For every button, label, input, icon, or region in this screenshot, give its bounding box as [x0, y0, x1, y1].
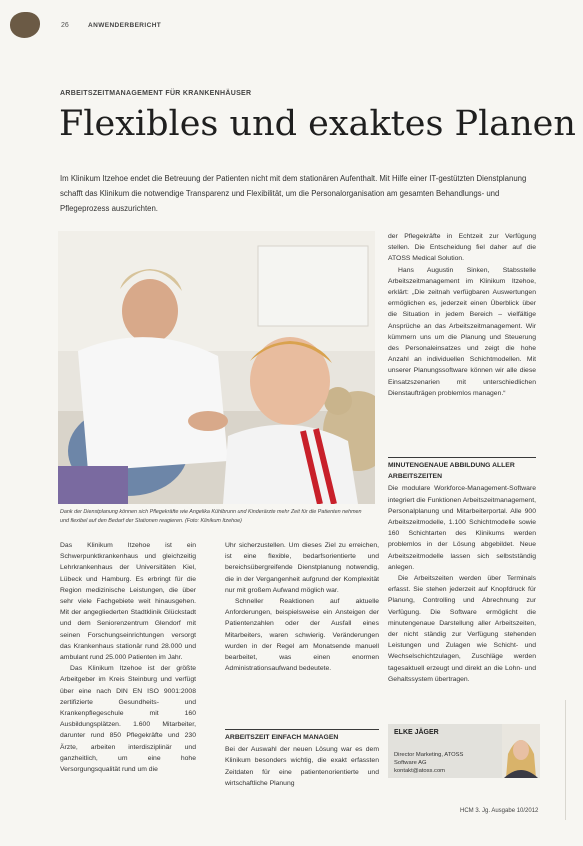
body-paragraph: Schneller Reaktionen auf aktuelle Anforderungen, beispielsweise ein Ansteigen der Patientenzahlen oder der Ausfall eines Mitarbeiters, waren schwierig. Veränderungen wurden in der Regel am Monatsende manuell bearbeitet, was einen enormen Administrationsaufwand bedeutete. [225, 598, 379, 673]
heading-rule [225, 729, 379, 730]
author-portrait [502, 724, 540, 778]
section-heading: MINUTENGENAUE ABBILDUNG ALLER ARBEITSZEITEN [388, 462, 515, 481]
body-paragraph: der Pflegekräfte in Echtzeit zur Verfügung stellen. Die Entscheidung fiel daher auf die ATOSS Medical Solution. [388, 233, 536, 263]
author-name: ELKE JÄGER [394, 729, 439, 736]
body-paragraph: Bei der Auswahl der neuen Lösung war es dem Klinikum besonders wichtig, die exakt erfassten Zeitdaten für eine patientenorientierte und wirtschaftliche Planung [225, 746, 379, 787]
body-paragraph: Die Arbeitszeiten werden über Terminals erfasst. Sie stehen jederzeit auf Knopfdruck für Planung, Controlling und Abrechnung zur Verfügung. Die Software ermöglicht die minutengenaue Darstellung aller Arbeitszeiten, der nicht ständig zur Verfügung stehenden Leistungen und Zulagen wie Schicht- und Wechselschichtzulagen, Zuschläge werden tagesaktuell erzeugt und direkt an die Lohn- und Gehaltssystem übertragen. [388, 575, 536, 683]
author-company: Software AG [394, 760, 427, 766]
page-edge-shadow [565, 700, 566, 820]
page-number: 26 [61, 22, 69, 29]
section-label: ANWENDERBERICHT [88, 22, 162, 29]
article-photo [58, 231, 375, 504]
body-column-1 [60, 540, 196, 775]
author-email[interactable]: kontakt@atoss.com [394, 768, 445, 774]
body-paragraph: Hans Augustin Sinken, Stabsstelle Arbeitszeitmanagement im Klinikum Itzehoe, erklärt: „Die zeitnah verfügbaren Auswertungen ermöglichen es, jederzeit einen Überblick über die Situation in jedem Bereich – vielfältige Ansprüche an das Arbeitszeitmanagement. Wir kümmern uns um die Planung und Steuerung des Personaleinsatzes und zeigt die hohe Anzahl an individuellen Schichtmodellen. Mit unserer Planungssoftware können wir alle diese Einsatzszenarien mit unterschiedlichen Dienstaufträgen problemlos managen.“ [388, 266, 536, 397]
body-column-3 [388, 231, 536, 399]
author-role: Director Marketing, ATOSS [394, 752, 464, 758]
body-paragraph: Das Klinikum Itzehoe ist ein Schwerpunktkrankenhaus und gleichzeitig Lehrkrankenhaus der Universitäten Kiel, Lübeck und Hamburg. Es erbringt für die Region medizinische Leistungen, die über sehr viele Fachgebiete weit hinausgehen. Mit der angegliederten Stadtklinik Glückstadt und dem Seniorenzentrum Glendorf mit seinen Forschungseinrichtungen versorgt das Krankenhaus stationär rund 28.000 und ambulant rund 25.000 Patienten im Jahr. [60, 542, 196, 662]
body-column-2 [225, 540, 379, 674]
body-paragraph: Uhr sicherzustellen. Um dieses Ziel zu erreichen, ist eine flexible, bedarfsorientierte und bereichsübergreifende Dienstplanung notwendig, die in der Vergangenheit aufgrund der Komplexität nur mit großem Aufwand möglich war. [225, 542, 379, 594]
corner-logo-blob [10, 12, 40, 38]
article-title: Flexibles und exaktes Planen [59, 104, 576, 144]
page-footer: HCM 3. Jg. Ausgabe 10/2012 [460, 808, 539, 814]
article-kicker: ARBEITSZEITMANAGEMENT FÜR KRANKENHÄUSER [60, 90, 252, 97]
photo-caption: Dank der Dienstplanung können sich Pflegekräfte wie Angelika Kühlbrunn und Kinderärzte mehr Zeit für die Patienten nehmen und flexibel auf den Bedarf der Stationen reagieren. (Foto: Klinikum Itzehoe) [60, 509, 362, 524]
body-paragraph: Die modulare Workforce-Management-Software integriert die Funktionen Arbeitszeitmanagement, Personalplanung und Mitarbeiterportal. Alle 900 Arbeitszeitmodelle, 1.100 Schichtmodelle sowie 160 Schichtarten des Klinikums werden problemlos in der Lösung abgebildet. Neue Arbeitszeitmodelle lassen sich selbstständig anlegen. [388, 485, 536, 571]
section-minutengenau [388, 457, 536, 685]
body-paragraph: Das Klinikum Itzehoe ist der größte Arbeitgeber im Kreis Steinburg und verfügt über eine nach DIN EN ISO 9001:2008 zertifizierte Gesundheits- und Krankenpflegeschule mit 160 Ausbildungsplätzen. 1.600 Mitarbeiter, darunter rund 850 Pflegekräfte und 230 Ärzte, arbeiten interdisziplinär und ganzheitlich, um eine hohe Versorgungsqualität rund um die [60, 665, 196, 774]
section-arbeitszeit [225, 729, 379, 789]
heading-rule [388, 457, 536, 458]
section-heading: ARBEITSZEIT EINFACH MANAGEN [225, 734, 339, 741]
article-lead: Im Klinikum Itzehoe endet die Betreuung der Patienten nicht mit dem stationären Aufenthalt. Mit Hilfe einer IT-gestützten Dienstplanung schafft das Klinikum die notwendige Transparenz und Flexibilität, um die Personalorganisation am gesamten Behandlungs- und Pflegeprozess auszurichten. [60, 174, 527, 213]
